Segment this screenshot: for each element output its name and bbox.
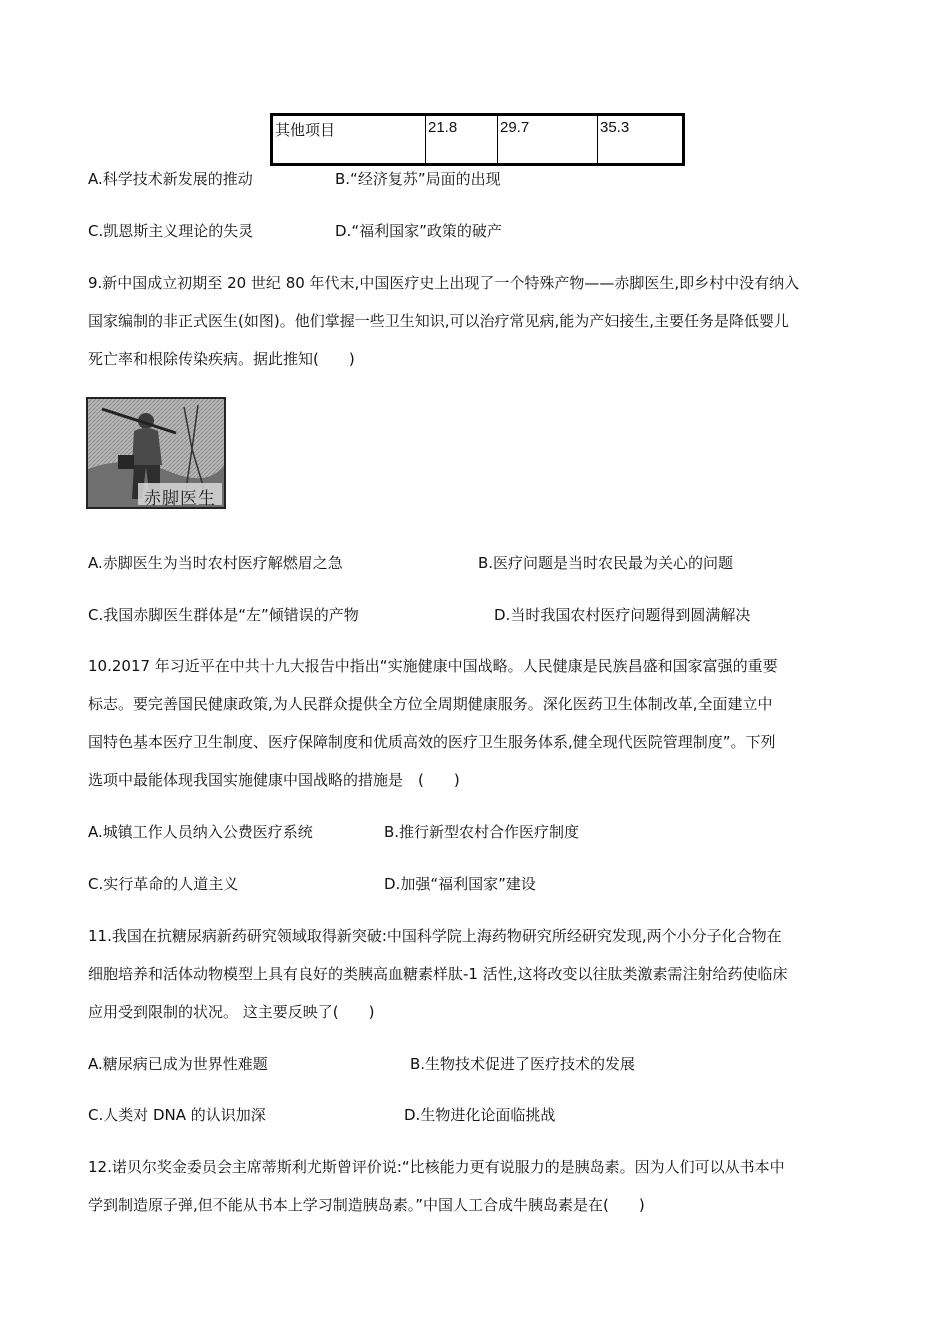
table-cell-value: 29.7 [498, 115, 598, 165]
table-cell-label: 其他项目 [272, 115, 426, 165]
q12-stem-line: 学到制造原子弹,但不能从书本上学习制造胰岛素。”中国人工合成牛胰岛素是在( ) [88, 1196, 645, 1214]
q10-option-a: A.城镇工作人员纳入公费医疗系统 [88, 823, 313, 841]
q11-stem-line: 11.我国在抗糖尿病新药研究领域取得新突破:中国科学院上海药物研究所经研究发现,两个小分子化合物在 [88, 927, 782, 945]
q11-stem-line: 应用受到限制的状况。 这主要反映了( ) [88, 1003, 375, 1021]
q10-stem-line: 国特色基本医疗卫生制度、医疗保障制度和优质高效的医疗卫生服务体系,健全现代医院管理制度”。下列 [88, 733, 776, 751]
q10-option-c: C.实行革命的人道主义 [88, 875, 239, 893]
table-row [272, 115, 684, 165]
q9-stem-line: 死亡率和根除传染疾病。据此推知( ) [88, 350, 355, 368]
q11-stem-line: 细胞培养和活体动物模型上具有良好的类胰高血糖素样肽-1 活性,这将改变以往肽类激素需注射给药使临床 [88, 965, 788, 983]
barefoot-doctor-image [86, 397, 226, 509]
image-caption: 赤脚医生 [144, 489, 216, 509]
q11-option-c: C.人类对 DNA 的认识加深 [88, 1106, 266, 1124]
data-table [270, 113, 685, 166]
q9-stem-line: 9.新中国成立初期至 20 世纪 80 年代末,中国医疗史上出现了一个特殊产物——赤脚医生,即乡村中没有纳入 [88, 274, 800, 292]
q11-option-d: D.生物进化论面临挑战 [404, 1106, 556, 1124]
q9-option-c: C.我国赤脚医生群体是“左”倾错误的产物 [88, 606, 359, 624]
q10-option-d: D.加强“福利国家”建设 [384, 875, 536, 893]
q9-stem-line: 国家编制的非正式医生(如图)。他们掌握一些卫生知识,可以治疗常见病,能为产妇接生,主要任务是降低婴儿 [88, 312, 790, 330]
q10-stem-line: 标志。要完善国民健康政策,为人民群众提供全方位全周期健康服务。深化医药卫生体制改革,全面建立中 [88, 695, 773, 713]
q11-option-a: A.糖尿病已成为世界性难题 [88, 1055, 268, 1073]
q8-option-b: B.“经济复苏”局面的出现 [335, 170, 501, 188]
q9-option-a: A.赤脚医生为当时农村医疗解燃眉之急 [88, 554, 343, 572]
q11-option-b: B.生物技术促进了医疗技术的发展 [410, 1055, 636, 1073]
q8-option-d: D.“福利国家”政策的破产 [335, 222, 502, 240]
q10-option-b: B.推行新型农村合作医疗制度 [384, 823, 580, 841]
q10-stem-line: 选项中最能体现我国实施健康中国战略的措施是 ( ) [88, 771, 460, 789]
q9-option-b: B.医疗问题是当时农民最为关心的问题 [478, 554, 734, 572]
q12-stem-line: 12.诺贝尔奖金委员会主席蒂斯利尤斯曾评价说:“比核能力更有说服力的是胰岛素。因为人们可以从书本中 [88, 1158, 785, 1176]
q8-option-a: A.科学技术新发展的推动 [88, 170, 253, 188]
table-cell-value: 21.8 [426, 115, 498, 165]
q10-stem-line: 10.2017 年习近平在中共十九大报告中指出“实施健康中国战略。人民健康是民族昌盛和国家富强的重要 [88, 657, 778, 675]
q8-option-c: C.凯恩斯主义理论的失灵 [88, 222, 254, 240]
table-cell-value: 35.3 [598, 115, 684, 165]
q9-option-d: D.当时我国农村医疗问题得到圆满解决 [494, 606, 751, 624]
